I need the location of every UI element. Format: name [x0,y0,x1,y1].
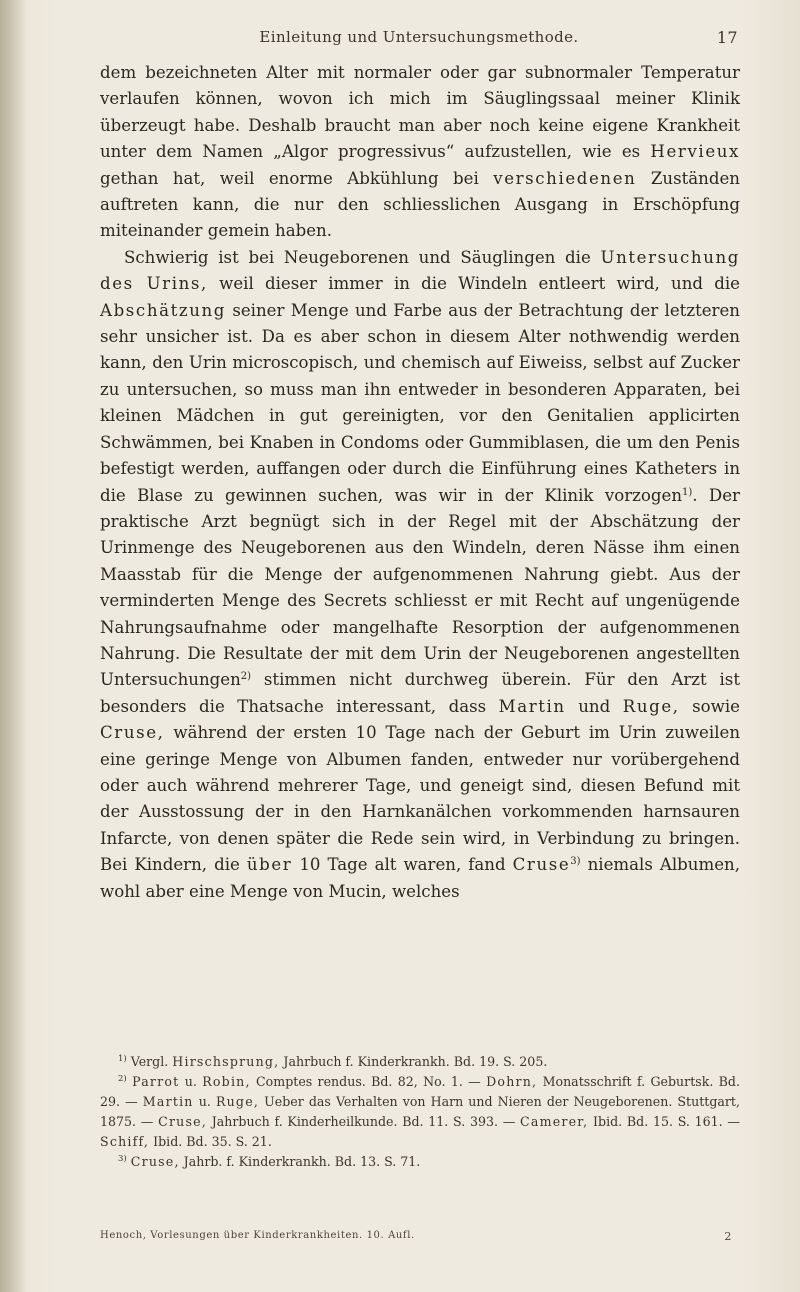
text-run: sowie [692,696,740,716]
emphasis: Abschätzung [100,300,227,320]
running-header [100,28,738,52]
footnote-ref-number: 3 [570,856,577,868]
page-number: 17 [716,28,738,47]
text-run: u. [198,1094,211,1109]
author-name: Camerer, [520,1114,589,1129]
footnote-ref: 1) [682,486,693,498]
text-run: Jahrbuch f. Kinderkrankh. Bd. 19. S. 205. [283,1054,548,1069]
author-name: Cruse, [158,1114,207,1129]
emphasis: über [246,855,293,875]
author-name: Cruse, [100,723,165,743]
signature-line [100,1230,740,1248]
author-name: Dohrn, [486,1074,538,1089]
footnote-ref-number: 2 [240,671,248,683]
text-run: Zuständen auftreten kann, die nur den schliesslichen Ausgang in Erschöpfung miteinander gemein haben. [100,168,740,241]
paragraph-2 [100,245,740,905]
running-title: Einleitung und Untersuchungsmethode. [259,28,579,46]
footnote-mark: 3 [118,1154,124,1164]
text-run: Comptes rendus. Bd. 82, No. 1. — [256,1074,481,1089]
text-run: stimmen nicht durchweg überein. Für den Arzt ist besonders die Thatsache interessant, dass [100,670,740,716]
author-name: Ruge, [622,696,680,716]
text-run: dem bezeichneten Alter mit normaler oder gar subnormaler Temperatur verlaufen können, wovon ich mich im Säuglingssaal meiner Klinik überzeugt habe. Deshalb braucht man aber noch keine eigene Krankheit unter dem Namen „Algor progressivus“ aufzustellen, wie es [100,63,740,162]
text-run: Monatsschrift f. Geburtsk. Bd. 29. — [100,1074,741,1109]
text-run: Vergl. [130,1054,169,1069]
footnote-1: $^{1)}$ Vergl. Hirschsprung, Jahrbuch f. Kinderkrankh. Bd. 19. S. 205. [118,1054,548,1069]
gutter-shadow [0,0,26,1292]
text-run: Jahrb. f. Kinderkrankh. Bd. 13. S. 71. [183,1154,421,1169]
text-run: gethan hat, weil enorme Abkühlung bei [100,168,479,188]
author-name: Martin [498,696,566,716]
author-name: Martin [142,1094,194,1109]
text-run: weil dieser immer in die Windeln entleert wird, und die [219,274,741,294]
footnote-ref: 3) [570,856,581,868]
text-run: u. [184,1074,197,1089]
main-text [100,60,740,905]
signature-text: Henoch, Vorlesungen über Kinderkrankheiten. 10. Aufl. [100,1230,415,1241]
footnote-ref: 2) [240,671,252,683]
author-name: Schiff, [100,1134,150,1149]
text-run: . Der praktische Arzt begnügt sich in der Regel mit der Abschätzung der Urinmenge des Neugeborenen aus den Windeln, deren Nässe ihm einen Maasstab für die Menge der aufgenommenen Nahrung giebt. Aus der verminderten Menge des Secrets schliesst er mit Recht auf ungenügende Nahrungsaufnahme oder mangelhafte Resorption der aufgenommenen Nahrung. Die Resultate der mit dem Urin der Neugeborenen angestellten Untersuchungen [100,485,740,690]
author-name: Cruse [512,855,571,875]
text-run: Ueber das Verhalten von Harn und Nieren der Neugeborenen. Stuttgart, 1875. — [100,1094,740,1129]
text-run: seiner Menge und Farbe aus der Betrachtung der letzteren sehr unsicher ist. Da es aber schon in diesem Alter nothwendig werden kann, den Urin microscopisch, und chemisch auf Eiweiss, selbst auf Zucker zu untersuchen, so muss man ihn entweder in besonderen Apparaten, bei kleinen Mädchen in gut gereinigten, vor den Genitalien applicirten Schwämmen, bei Knaben in Condoms oder Gummiblasen, die um den Penis befestigt werden, auffangen oder durch die Einführung eines Katheters in die Blase zu gewinnen suchen, was wir in der Klinik vorzogen [100,300,740,505]
author-name: Cruse, [130,1154,180,1169]
author-name: Parrot [132,1074,180,1089]
text-run: während der ersten 10 Tage nach der Geburt im Urin zuweilen eine geringe Menge von Albumen fanden, entweder nur vorübergehend oder auch während mehrerer Tage, und geneigt sind, diesen Befund mit der Ausstossung der in den Harnkanälchen vorkommenden harnsauren Infarcte, von denen später die Rede sein wird, in Verbindung zu bringen. Bei Kindern, die [100,723,741,875]
author-name: Hirschsprung, [172,1054,280,1069]
footnotes [100,1052,740,1172]
author-name: Ruge, [215,1094,260,1109]
footnote-mark: 2 [118,1074,124,1084]
text-run: Ibid. Bd. 35. S. 21. [153,1134,272,1149]
footnote-2: $^{2)}$ Parrot u. Robin, Comptes rendus. Bd. 82, No. 1. — Dohrn, Monatsschrift f. Geburtsk. Bd. 29. — Martin u. Ruge, Ueber das Verhalten von Harn und Nieren der Neugeborenen. Stuttgart, 1875. — Cruse, Jahrbuch f. Kinderheilkunde. Bd. 11. S. 393. — Camerer, Ibid. Bd. 15. S. 161. — Schiff, Ibid. Bd. 35. S. 21. [100,1074,741,1149]
author-name: Hervieux [650,142,740,162]
footnote-ref-number: 1 [682,486,689,498]
paragraph-1 [100,60,740,245]
text-run: niemals Albumen, wohl aber eine Menge von Mucin, welches [100,855,740,901]
signature-mark: 2 [724,1230,732,1243]
text-run: Jahrbuch f. Kinderheilkunde. Bd. 11. S. 393. — [211,1114,516,1129]
text-run: 10 Tage alt waren, fand [299,855,506,875]
text-run: Ibid. Bd. 15. S. 161. — [593,1114,740,1129]
text-run: Schwierig ist bei Neugeborenen und Säuglingen die [124,247,591,267]
emphasis: verschiedenen [493,168,637,188]
text-run: und [578,696,611,716]
author-name: Robin, [202,1074,251,1089]
footnote-mark: 1 [118,1054,124,1064]
emphasis: Untersuchung des Urins, [100,247,740,294]
footnote-3: $^{3)}$ Cruse, Jahrb. f. Kinderkrankh. Bd. 13. S. 71. [118,1154,421,1169]
